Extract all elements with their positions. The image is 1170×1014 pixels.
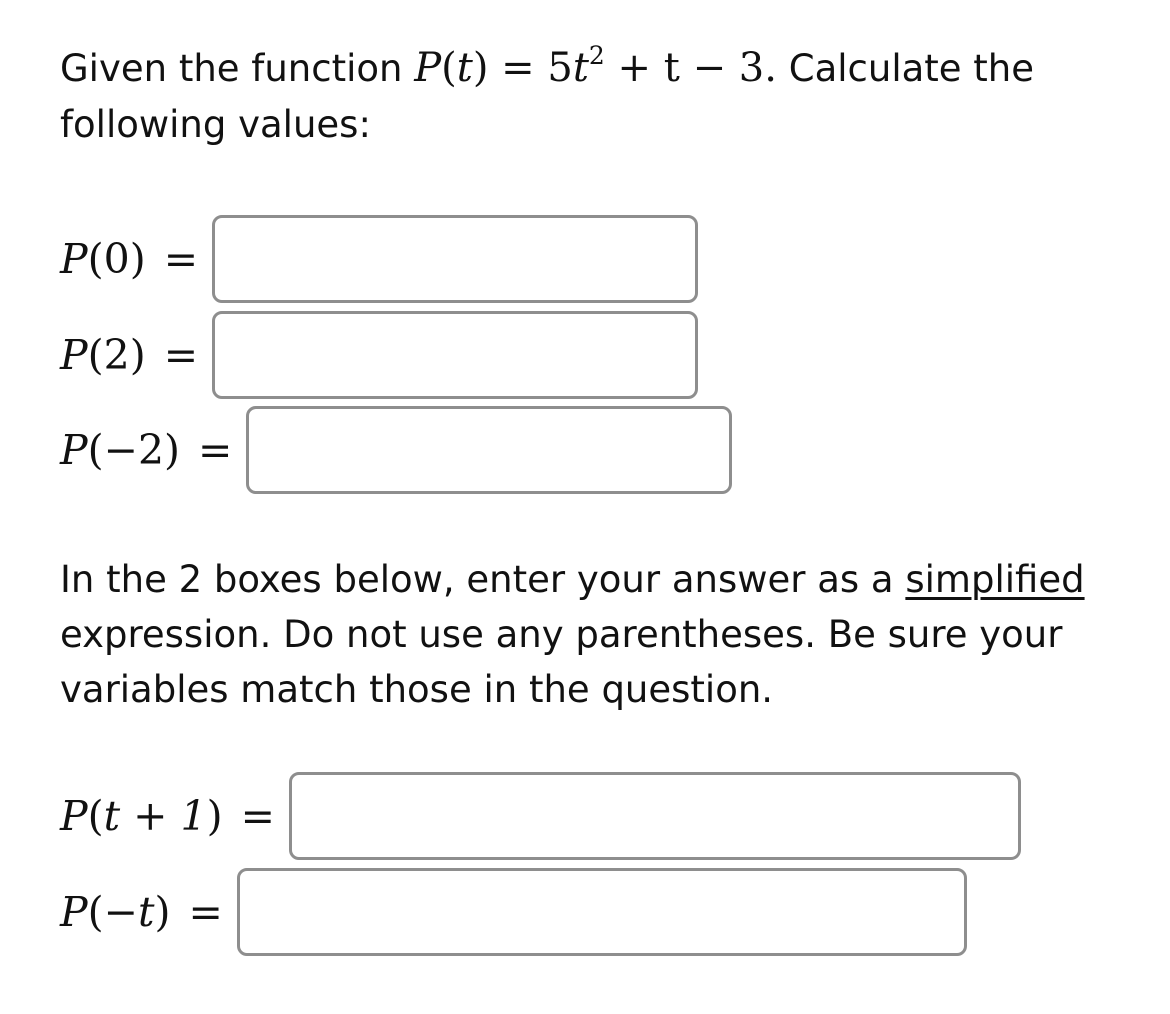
instructions-part1: In the 2 boxes below, enter your answer as a — [60, 558, 894, 601]
function-name: P — [60, 235, 88, 283]
lhs-p-of-neg-t: P(−t) — [60, 888, 171, 936]
row-p-of-neg-t — [60, 867, 967, 957]
argument: 0 — [103, 235, 130, 283]
function-name: P — [60, 792, 88, 840]
question-prompt — [60, 40, 1120, 153]
instructions-part2: expression. Do not use any parentheses. Be sure your variables match those in the question. — [60, 613, 1063, 711]
equals-sign: = — [240, 792, 275, 840]
simplified-link-text: simplified — [905, 558, 1085, 601]
lhs-p-of-0: P(0) — [60, 235, 146, 283]
equals-sign: = — [163, 235, 199, 283]
argument: t + 1 — [103, 792, 207, 840]
argument: −2 — [103, 426, 165, 474]
argument: −t — [103, 888, 155, 936]
prompt-suffix: Calculate the following values: — [60, 47, 1035, 146]
lhs-p-of-t-plus-1: P(t + 1) — [60, 792, 223, 840]
function-tail: + t − 3. — [617, 45, 777, 91]
lhs-p-of-neg-2: P(−2) — [60, 426, 181, 474]
function-name: P — [60, 888, 88, 936]
squared-variable: t — [572, 45, 589, 91]
function-name: P — [414, 45, 442, 91]
answer-input-p-of-t-plus-1[interactable] — [289, 772, 1021, 860]
prompt-prefix: Given the function — [60, 47, 403, 90]
answer-input-p-of-2[interactable] — [212, 311, 698, 399]
answer-input-p-of-0[interactable] — [212, 215, 698, 303]
function-variable: t — [456, 45, 473, 91]
argument: 2 — [103, 331, 130, 379]
function-definition: $P(t) = 5t^2 + t - 3$. — [414, 41, 777, 91]
row-p-of-0 — [60, 214, 698, 304]
equals-sign: = — [501, 45, 535, 91]
instructions — [60, 552, 1140, 717]
answer-input-p-of-neg-t[interactable] — [237, 868, 967, 956]
function-name: P — [60, 426, 88, 474]
equals-sign: = — [188, 888, 223, 936]
row-p-of-t-plus-1 — [60, 771, 1021, 861]
equals-sign: = — [198, 426, 233, 474]
row-p-of-2 — [60, 310, 698, 400]
function-name: P — [60, 331, 88, 379]
row-p-of-neg-2 — [60, 405, 732, 495]
equals-sign: = — [163, 331, 199, 379]
coefficient: 5 — [547, 45, 573, 91]
exponent: 2 — [588, 41, 605, 70]
answer-input-p-of-neg-2[interactable] — [246, 406, 732, 494]
lhs-p-of-2: P(2) — [60, 331, 146, 379]
